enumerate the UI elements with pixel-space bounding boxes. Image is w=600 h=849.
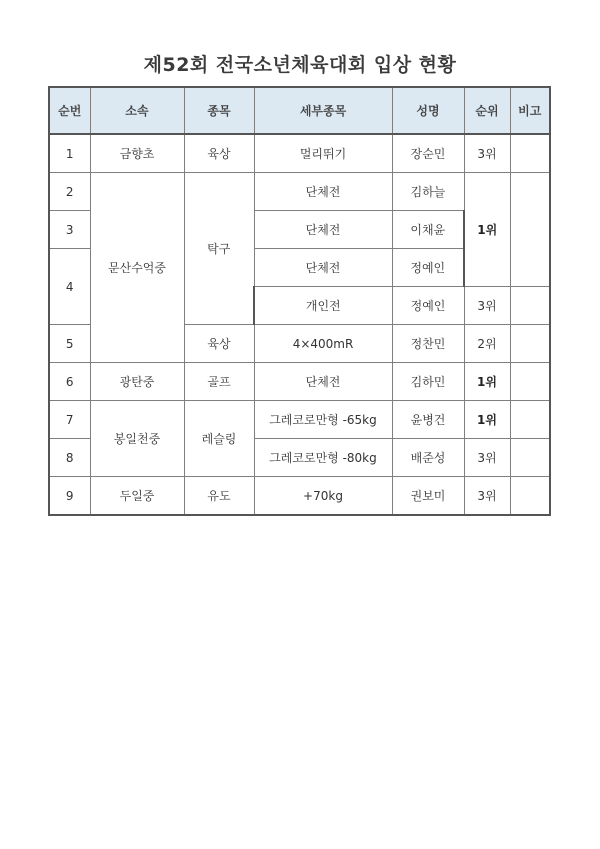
cell-note [510,439,550,477]
page-title: 제52회 전국소년체육대회 입상 현황 [143,54,457,76]
cell-rank: 3위 [464,439,510,477]
cell-school: 문산수억중 [90,173,184,363]
header-sport: 종목 [184,87,254,134]
table-header-row [49,87,550,134]
header-event: 세부종목 [254,87,392,134]
cell-name: 정예인 [392,249,464,287]
cell-no: 4 [49,249,90,325]
cell-event: 4×400mR [254,325,392,363]
cell-no: 2 [49,173,90,211]
cell-sport: 육상 [184,325,254,363]
cell-event: 단체전 [254,173,392,211]
cell-no: 6 [49,363,90,401]
table-row [49,477,550,516]
cell-note [510,325,550,363]
cell-name: 정예인 [392,287,464,325]
cell-sport: 육상 [184,134,254,173]
table-row [49,363,550,401]
cell-event: 단체전 [254,363,392,401]
table-row [49,134,550,173]
cell-name: 김하늘 [392,173,464,211]
cell-rank: 1위 [464,173,510,287]
cell-rank: 3위 [464,134,510,173]
cell-name: 윤병건 [392,401,464,439]
cell-rank: 2위 [464,325,510,363]
cell-name: 정찬민 [392,325,464,363]
awards-table [48,86,551,516]
cell-note [510,173,550,287]
cell-event: 그레코로만형 -80kg [254,439,392,477]
cell-name: 권보미 [392,477,464,516]
header-no: 순번 [49,87,90,134]
cell-note [510,134,550,173]
cell-rank: 3위 [464,477,510,516]
cell-note [510,401,550,439]
cell-sport: 레슬링 [184,401,254,477]
cell-sport: 골프 [184,363,254,401]
cell-name: 이채윤 [392,211,464,249]
cell-note [510,287,550,325]
cell-name: 장순민 [392,134,464,173]
table-row [49,401,550,439]
cell-sport: 유도 [184,477,254,516]
header-rank: 순위 [464,87,510,134]
header-name: 성명 [392,87,464,134]
cell-no: 3 [49,211,90,249]
table-row [49,173,550,211]
cell-rank: 1위 [464,401,510,439]
cell-event: 단체전 [254,211,392,249]
cell-event: 멀리뛰기 [254,134,392,173]
header-note: 비고 [510,87,550,134]
cell-name: 김하민 [392,363,464,401]
cell-event: 개인전 [254,287,392,325]
cell-no: 9 [49,477,90,516]
cell-event: 그레코로만형 -65kg [254,401,392,439]
cell-note [510,477,550,516]
cell-rank: 3위 [464,287,510,325]
cell-sport: 탁구 [184,173,254,325]
cell-rank: 1위 [464,363,510,401]
cell-event: +70kg [254,477,392,516]
cell-name: 배준성 [392,439,464,477]
cell-no: 1 [49,134,90,173]
header-school: 소속 [90,87,184,134]
cell-school: 광탄중 [90,363,184,401]
cell-no: 5 [49,325,90,363]
cell-school: 금향초 [90,134,184,173]
cell-event: 단체전 [254,249,392,287]
cell-school: 봉일천중 [90,401,184,477]
cell-school: 두일중 [90,477,184,516]
cell-note [510,363,550,401]
cell-no: 7 [49,401,90,439]
cell-no: 8 [49,439,90,477]
